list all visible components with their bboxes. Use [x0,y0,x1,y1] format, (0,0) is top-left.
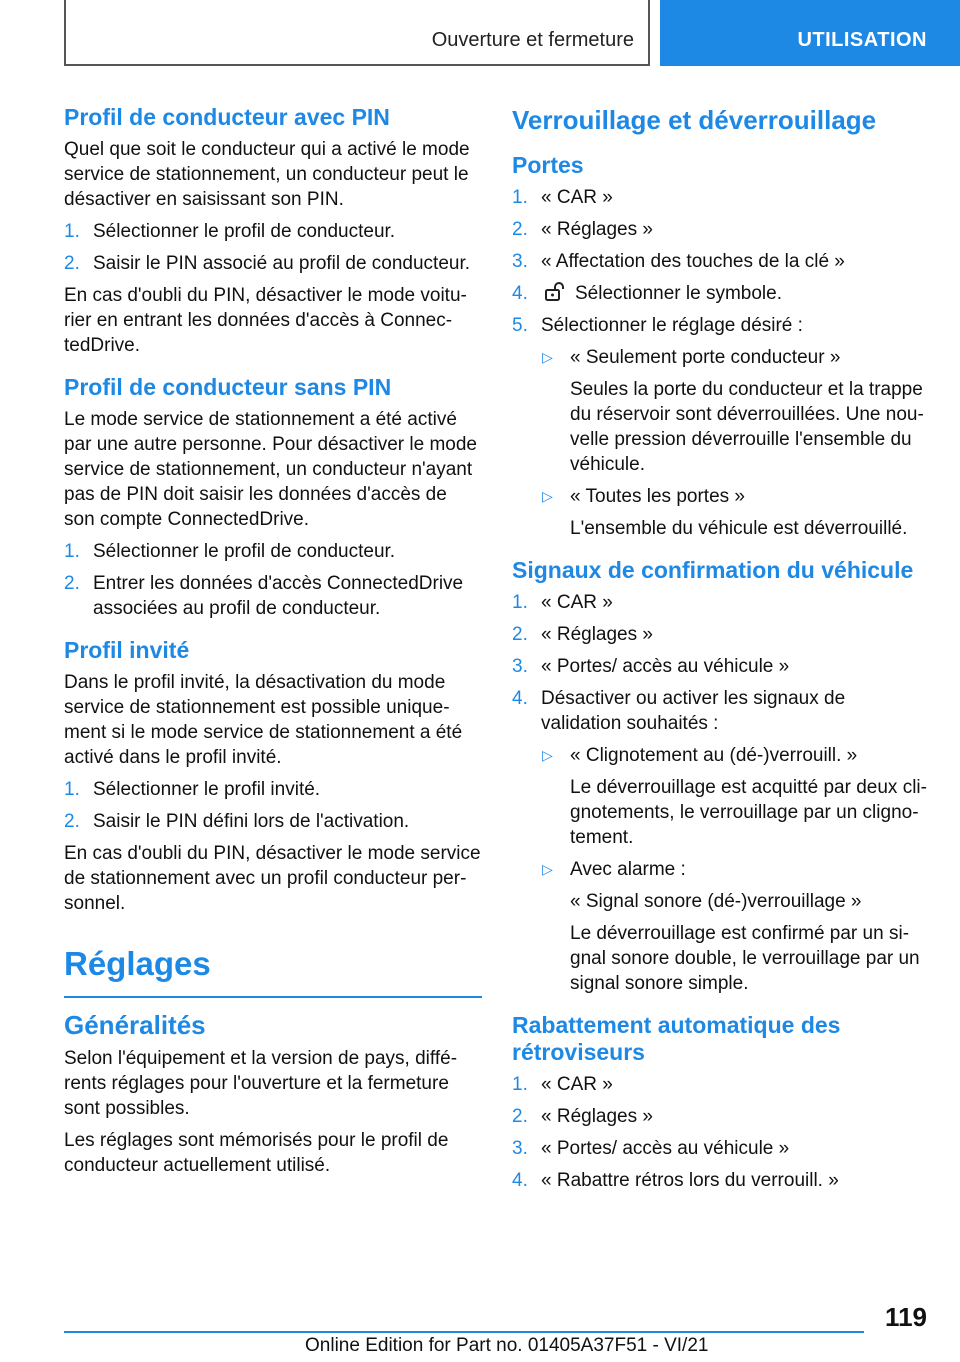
bullet-item [512,743,930,768]
list-text: « Réglages » [541,1106,653,1127]
list-number: 1. [64,541,80,562]
header-frame-bottom [64,64,650,66]
triangle-right-icon: ▷ [542,488,553,504]
list-text: « Réglages » [541,219,653,240]
bullet-text: Avec alarme : [570,859,686,880]
triangle-right-icon: ▷ [542,861,553,877]
steps-pin [64,219,482,276]
left-column [64,104,482,1185]
list-item [512,249,930,274]
list-text: Entrer les données d'accès ConnectedDrive associées au profil de conducteur. [93,573,464,619]
section-title: Ouverture et fermeture [431,29,634,51]
list-number: 4. [512,688,528,709]
list-item [64,251,482,276]
triangle-right-icon: ▷ [542,747,553,763]
triangle-right-icon: ▷ [542,349,553,365]
right-column [512,104,930,1200]
paragraph: Quel que soit le conducteur qui a activé le mode service de stationnement, un conducteur peut le désactiver en saisissant son PIN. [64,139,470,210]
heading-doors: Portes [512,152,584,178]
bullet-desc: « Signal sonore (dé-)verrouillage » [570,891,862,912]
list-item [64,777,482,802]
tab-label: UTILISATION [797,29,927,51]
footer-edition: Online Edition for Part no. 01405A37F51 - VI/21 [305,1335,709,1356]
paragraph: Dans le profil invité, la désactivation du mode service de stationnement est possible uniquement si le mode service de stationnement a été activé dans le profil invité. [64,672,463,768]
list-item [64,539,482,564]
list-text: « Portes/ accès au véhicule » [541,656,790,677]
bullet-item [512,345,930,370]
list-number: 2. [512,219,528,240]
list-item [512,590,930,615]
list-text: « CAR » [541,592,613,613]
list-item [512,1104,930,1129]
list-number: 1. [512,187,528,208]
bullet-text: « Toutes les portes » [570,486,745,507]
header-frame-right [648,0,650,66]
list-number: 4. [512,1170,528,1191]
header-tab [660,0,960,66]
bullet-text: « Seulement porte conducteur » [570,347,841,368]
list-number: 3. [512,1138,528,1159]
bullet-item [512,484,930,509]
list-number: 4. [512,283,528,304]
list-text: « Affectation des touches de la clé » [541,251,845,272]
bullet-desc: Seules la porte du conducteur et la trappe du réservoir sont déverrouillées. Une nouvelle pression déverrouille l'ensemble du véhicule. [570,379,924,475]
heading-profile-nopin: Profil de conducteur sans PIN [64,374,392,400]
list-text: « Réglages » [541,624,653,645]
list-item [512,185,930,210]
list-item [512,1072,930,1097]
paragraph: En cas d'oubli du PIN, désactiver le mode voiturier en entrant les données d'accès à ConnectedDrive. [64,285,467,356]
steps-guest [64,777,482,834]
list-item [512,686,930,736]
bullet-desc: L'ensemble du véhicule est déverrouillé. [570,518,908,539]
bullet-text: « Clignotement au (dé-)verrouill. » [570,745,858,766]
paragraph: En cas d'oubli du PIN, désactiver le mode service de stationnement avec un profil conducteur personnel. [64,843,481,914]
list-number: 2. [64,811,80,832]
heading-general: Généralités [64,1010,206,1040]
list-number: 5. [512,315,528,336]
list-text: Sélectionner le réglage désiré : [541,315,803,336]
list-item [512,1168,930,1193]
paragraph: Les réglages sont mémorisés pour le profil de conducteur actuellement utilisé. [64,1130,449,1176]
list-number: 2. [512,624,528,645]
list-number: 1. [512,592,528,613]
list-number: 2. [64,573,80,594]
list-text: Sélectionner le profil invité. [93,779,321,800]
heading-lock-unlock: Verrouillage et déverrouillage [512,105,877,135]
steps-mirrors [512,1072,930,1193]
list-number: 1. [64,221,80,242]
list-item [64,809,482,834]
list-text: « Rabattre rétros lors du verrouill. » [541,1170,839,1191]
list-number: 3. [512,251,528,272]
list-item [512,313,930,338]
header-section [66,0,648,64]
list-number: 2. [64,253,80,274]
list-item [512,1136,930,1161]
unlock-icon [545,282,567,302]
list-item [512,281,930,306]
list-item [64,571,482,621]
list-text: Saisir le PIN défini lors de l'activation. [93,811,410,832]
page-number: 119 [885,1302,927,1332]
list-number: 3. [512,656,528,677]
list-text: « CAR » [541,1074,613,1095]
bullet-item [512,857,930,882]
list-number: 1. [64,779,80,800]
bullet-desc: Le déverrouillage est acquitté par deux clignotements, le verrouillage par un clignotement. [570,777,927,848]
footer-divider [64,1331,864,1333]
list-item [512,654,930,679]
steps-signals [512,590,930,736]
heading-profile-guest: Profil invité [64,637,190,663]
steps-doors [512,185,930,338]
heading-profile-pin: Profil de conducteur avec PIN [64,104,390,130]
list-text: « Portes/ accès au véhicule » [541,1138,790,1159]
bullet-desc: Le déverrouillage est confirmé par un signal sonore double, le verrouillage par un signal sonore simple. [570,923,920,994]
list-text: Sélectionner le profil de conducteur. [93,221,396,242]
heading-settings: Réglages [64,944,482,998]
list-text: Sélectionner le profil de conducteur. [93,541,396,562]
heading-mirrors: Rabattement automatique des rétroviseurs [512,1012,841,1065]
heading-signals: Signaux de confirmation du véhicule [512,557,914,583]
steps-nopin [64,539,482,621]
list-text: Sélectionner le symbole. [575,283,782,304]
paragraph: Le mode service de stationnement a été activé par une autre personne. Pour désactiver le mode service de stationnement, un conducteur n'ayant pas de PIN doit saisir les données d'accès de son compte ConnectedDrive. [64,409,477,530]
list-item [512,622,930,647]
list-text: Désactiver ou activer les signaux de validation souhaités : [541,688,846,734]
list-item [512,217,930,242]
list-number: 2. [512,1106,528,1127]
list-number: 1. [512,1074,528,1095]
list-text: « CAR » [541,187,613,208]
list-text: Saisir le PIN associé au profil de conducteur. [93,253,471,274]
paragraph: Selon l'équipement et la version de pays, différents réglages pour l'ouverture et la fermeture sont possibles. [64,1048,458,1119]
list-item [64,219,482,244]
